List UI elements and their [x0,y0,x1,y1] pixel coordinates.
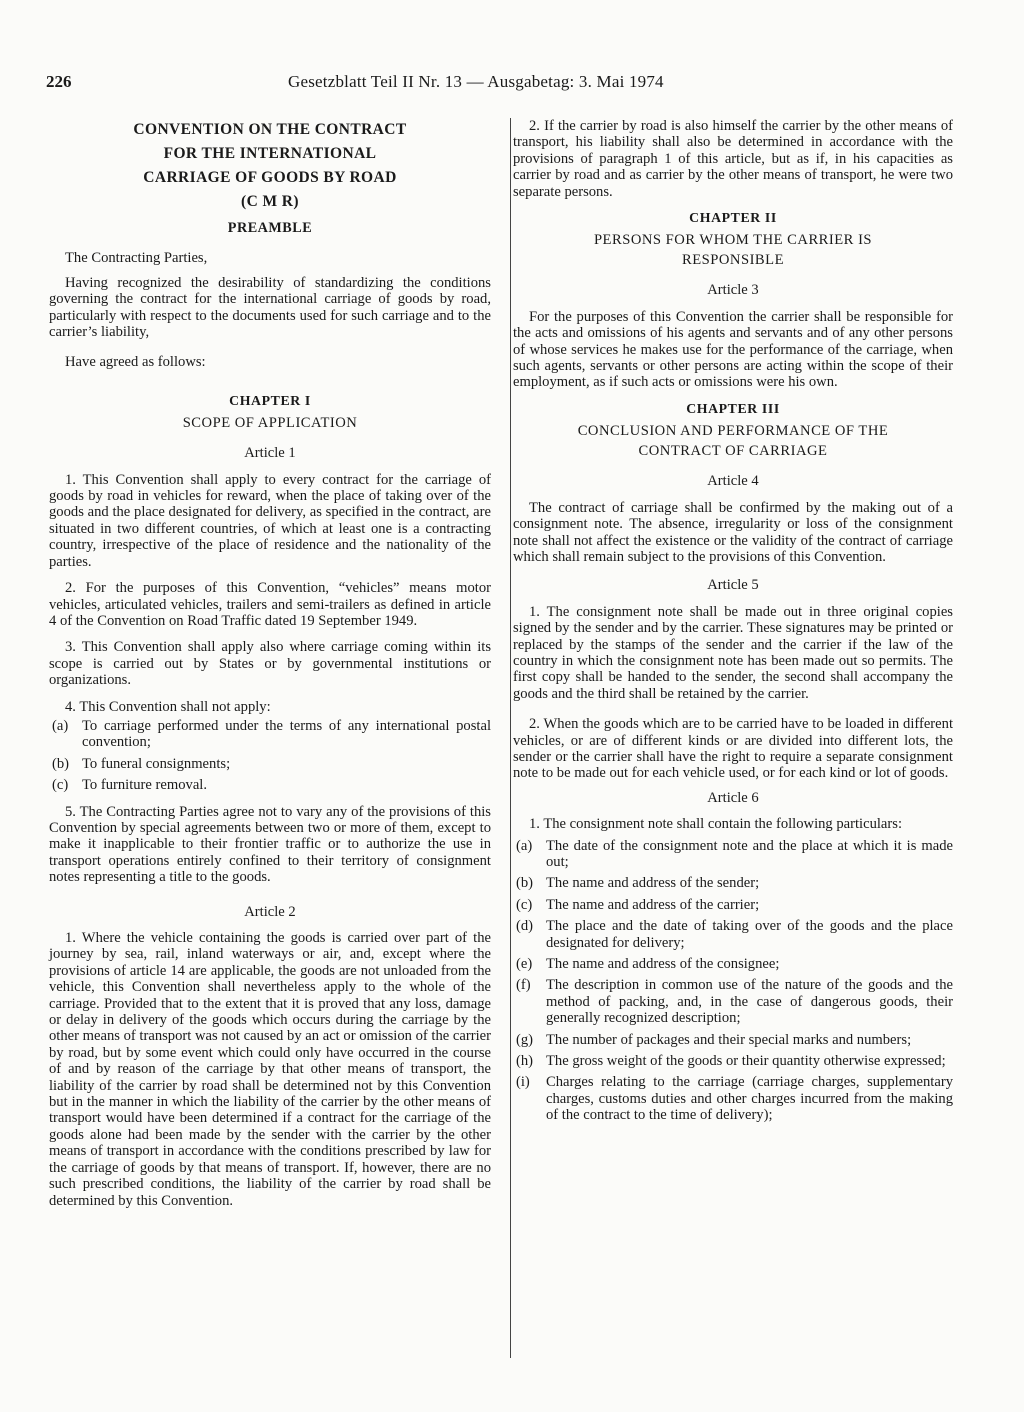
list-item [513,1032,953,1048]
list-label: (a) [52,717,69,734]
chapter-subtitle-line: CONTRACT OF CARRIAGE [638,443,828,460]
list-text: The number of packages and their special marks and numbers; [546,1031,912,1048]
article-paragraph: 1. This Convention shall apply to every contract for the carriage of goods by road in vehicles for reward, when the place of taking over of the goods and the place designated for delivery, as specified in the contract, are situated in two different countries, of which at least one is a contracting country, irrespective of the place of residence and the nationality of the parties. [49,471,491,570]
page-header [46,72,976,96]
list-item [513,977,953,1026]
title-line: CARRIAGE OF GOODS BY ROAD [143,169,397,186]
list-text: To furniture removal. [82,777,208,794]
list-item [49,756,491,772]
title-line: (C M R) [241,193,299,210]
contracting-parties: The Contracting Parties, [65,250,208,267]
article-heading: Article 5 [707,577,759,594]
list-label: (f) [516,977,531,994]
article-paragraph: 5. The Contracting Parties agree not to vary any of the provisions of this Convention by special agreements between two or more of them, except to make it inapplicable to their frontier traffic or to authorize the use in transport operations entirely confined to their territory of consignment notes representing a title to the goods. [49,803,491,886]
list-text: To funeral consignments; [82,755,231,772]
list-label: (b) [516,875,534,892]
list-text: The name and address of the carrier; [546,896,760,913]
agreed-statement: Have agreed as follows: [65,354,206,371]
chapter-heading: CHAPTER I [229,392,311,408]
list-label: (b) [52,755,70,772]
chapter-subtitle-line: CONCLUSION AND PERFORMANCE OF THE [577,423,889,440]
right-column [513,118,953,1124]
running-head: Gesetzblatt Teil II Nr. 13 — Ausgabetag: 3. Mai 1974 [288,72,664,91]
page-number: 226 [46,72,72,91]
chapter-subtitle-line: RESPONSIBLE [682,252,784,269]
list-label: (e) [516,956,533,973]
list-text: The date of the consignment note and the place at which it is made out; [546,837,953,870]
list-item [513,1053,953,1069]
list-text: Charges relating to the carriage (carriage charges, supplementary charges, customs duties and other charges incurred from the making of the contract to the time of delivery); [546,1074,953,1124]
article-paragraph: 1. The consignment note shall contain the following particulars: [529,816,903,833]
list-text: The gross weight of the goods or their quantity otherwise expressed; [546,1053,946,1070]
article-paragraph: 2. For the purposes of this Convention, “vehicles” means motor vehicles, articulated vehicles, trailers and semi-trailers as defined in article 4 of the Convention on Road Traffic dated 19 September 1949. [49,580,491,629]
list-label: (d) [516,918,534,935]
article-paragraph: The contract of carriage shall be confirmed by the making out of a consignment note. The absence, irregularity or loss of the consignment note shall not affect the existence or the validity of the contract of carriage which shall remain subject to the provisions of this Convention. [513,499,953,565]
article-heading: Article 4 [707,473,759,490]
article-heading: Article 6 [707,789,759,806]
chapter-subtitle [513,421,953,461]
list-text: To carriage performed under the terms of any international postal convention; [82,717,491,751]
list-label: (a) [516,837,533,854]
chapter-heading: CHAPTER II [689,210,777,226]
article-paragraph: 4. This Convention shall not apply: [65,698,271,715]
list-item [513,838,953,871]
list-text: The name and address of the consignee; [546,956,780,973]
column-divider [510,118,511,1358]
title-line: FOR THE INTERNATIONAL [163,145,377,162]
document-title [49,118,491,214]
list-item [513,875,953,891]
list-text: The place and the date of taking over of the goods and the place designated for delivery; [546,918,953,951]
recital-paragraph: Having recognized the desirability of standardizing the conditions governing the contract for the international carriage of goods by road, particularly with respect to the documents used for such carriage and to the carrier’s liability, [49,274,491,341]
list-item [513,956,953,972]
list-item [49,718,491,751]
chapter-heading: CHAPTER III [686,400,780,416]
chapter-subtitle [513,230,953,270]
list-label: (i) [516,1074,530,1091]
list-label: (c) [516,896,533,913]
title-line: CONVENTION ON THE CONTRACT [133,121,407,138]
list-item [513,897,953,913]
list-item [513,1074,953,1123]
article-paragraph: 1. The consignment note shall be made out in three original copies signed by the sender and by the carrier. These signatures may be printed or replaced by the stamps of the sender and the carrier if the law of the country in which the consignment note has been made out so permits. The first copy shall be handed to the sender, the second shall accompany the goods and the third shall be retained by the carrier. [513,603,953,702]
article-paragraph: 1. Where the vehicle containing the goods is carried over part of the journey by sea, rail, inland waterways or air, and, except where the provisions of article 14 are applicable, the goods are not unloaded from the vehicle, this Convention shall nevertheless apply to the whole of the carriage. Provided that to the extent that it is proved that any loss, damage or delay in delivery of the goods which occurs during the carriage by the other means of transport was not caused by an act or omission of the carrier by road, but by some event which could only have occurred in the course of and by reason of the carriage by that other means of transport, the liability of the carrier by road shall be determined not by this Convention but in the manner in which the liability of the carrier by the other means of transport would have been determined if a contract for the carriage of the goods alone had been made by the sender with the carrier by the other means of transport in accordance with the conditions prescribed by law for the carriage of goods by that means of transport. If, however, there are no such prescribed conditions, the liability of the carrier by road shall be determined by this Convention. [49,930,491,1209]
article-paragraph: 3. This Convention shall apply also where carriage coming within its scope is carried out by States or by governmental institutions or organizations. [49,639,491,689]
chapter-subtitle-line: PERSONS FOR WHOM THE CARRIER IS [593,232,873,249]
article-heading: Article 3 [707,282,759,299]
list-text: The name and address of the sender; [546,875,760,892]
left-column [49,118,491,1209]
article-heading: Article 2 [244,903,296,920]
article-paragraph: 2. If the carrier by road is also himself the carrier by the other means of transport, his liability shall also be determined in accordance with the provisions of paragraph 1 of this article, but as if, in his capacities as carrier by road and as carrier by the other means of transport, he were two separate persons. [513,118,953,200]
list-item [49,777,491,793]
chapter-subtitle: SCOPE OF APPLICATION [182,415,358,432]
article-heading: Article 1 [244,445,296,462]
list-label: (c) [52,777,69,794]
list-label: (g) [516,1031,534,1048]
article-paragraph: For the purposes of this Convention the carrier shall be responsible for the acts and omissions of his agents and servants and of any other persons of whose services he makes use for the performance of the carriage, when such agents, servants or other persons are acting within the scope of their employment, as if such acts or omissions were his own. [513,308,953,391]
list-label: (h) [516,1053,534,1070]
list-text: The description in common use of the nature of the goods and the method of packing, and, in the case of dangerous goods, their generally recognized description; [546,977,953,1027]
list-item [513,918,953,951]
preamble-heading: PREAMBLE [227,220,313,236]
article-paragraph: 2. When the goods which are to be carried have to be loaded in different vehicles, or are of different kinds or are divided into different lots, the sender or the carrier shall have the right to require a separate consignment note to be made out for each vehicle used, or for each kind or lot of goods. [513,716,953,782]
